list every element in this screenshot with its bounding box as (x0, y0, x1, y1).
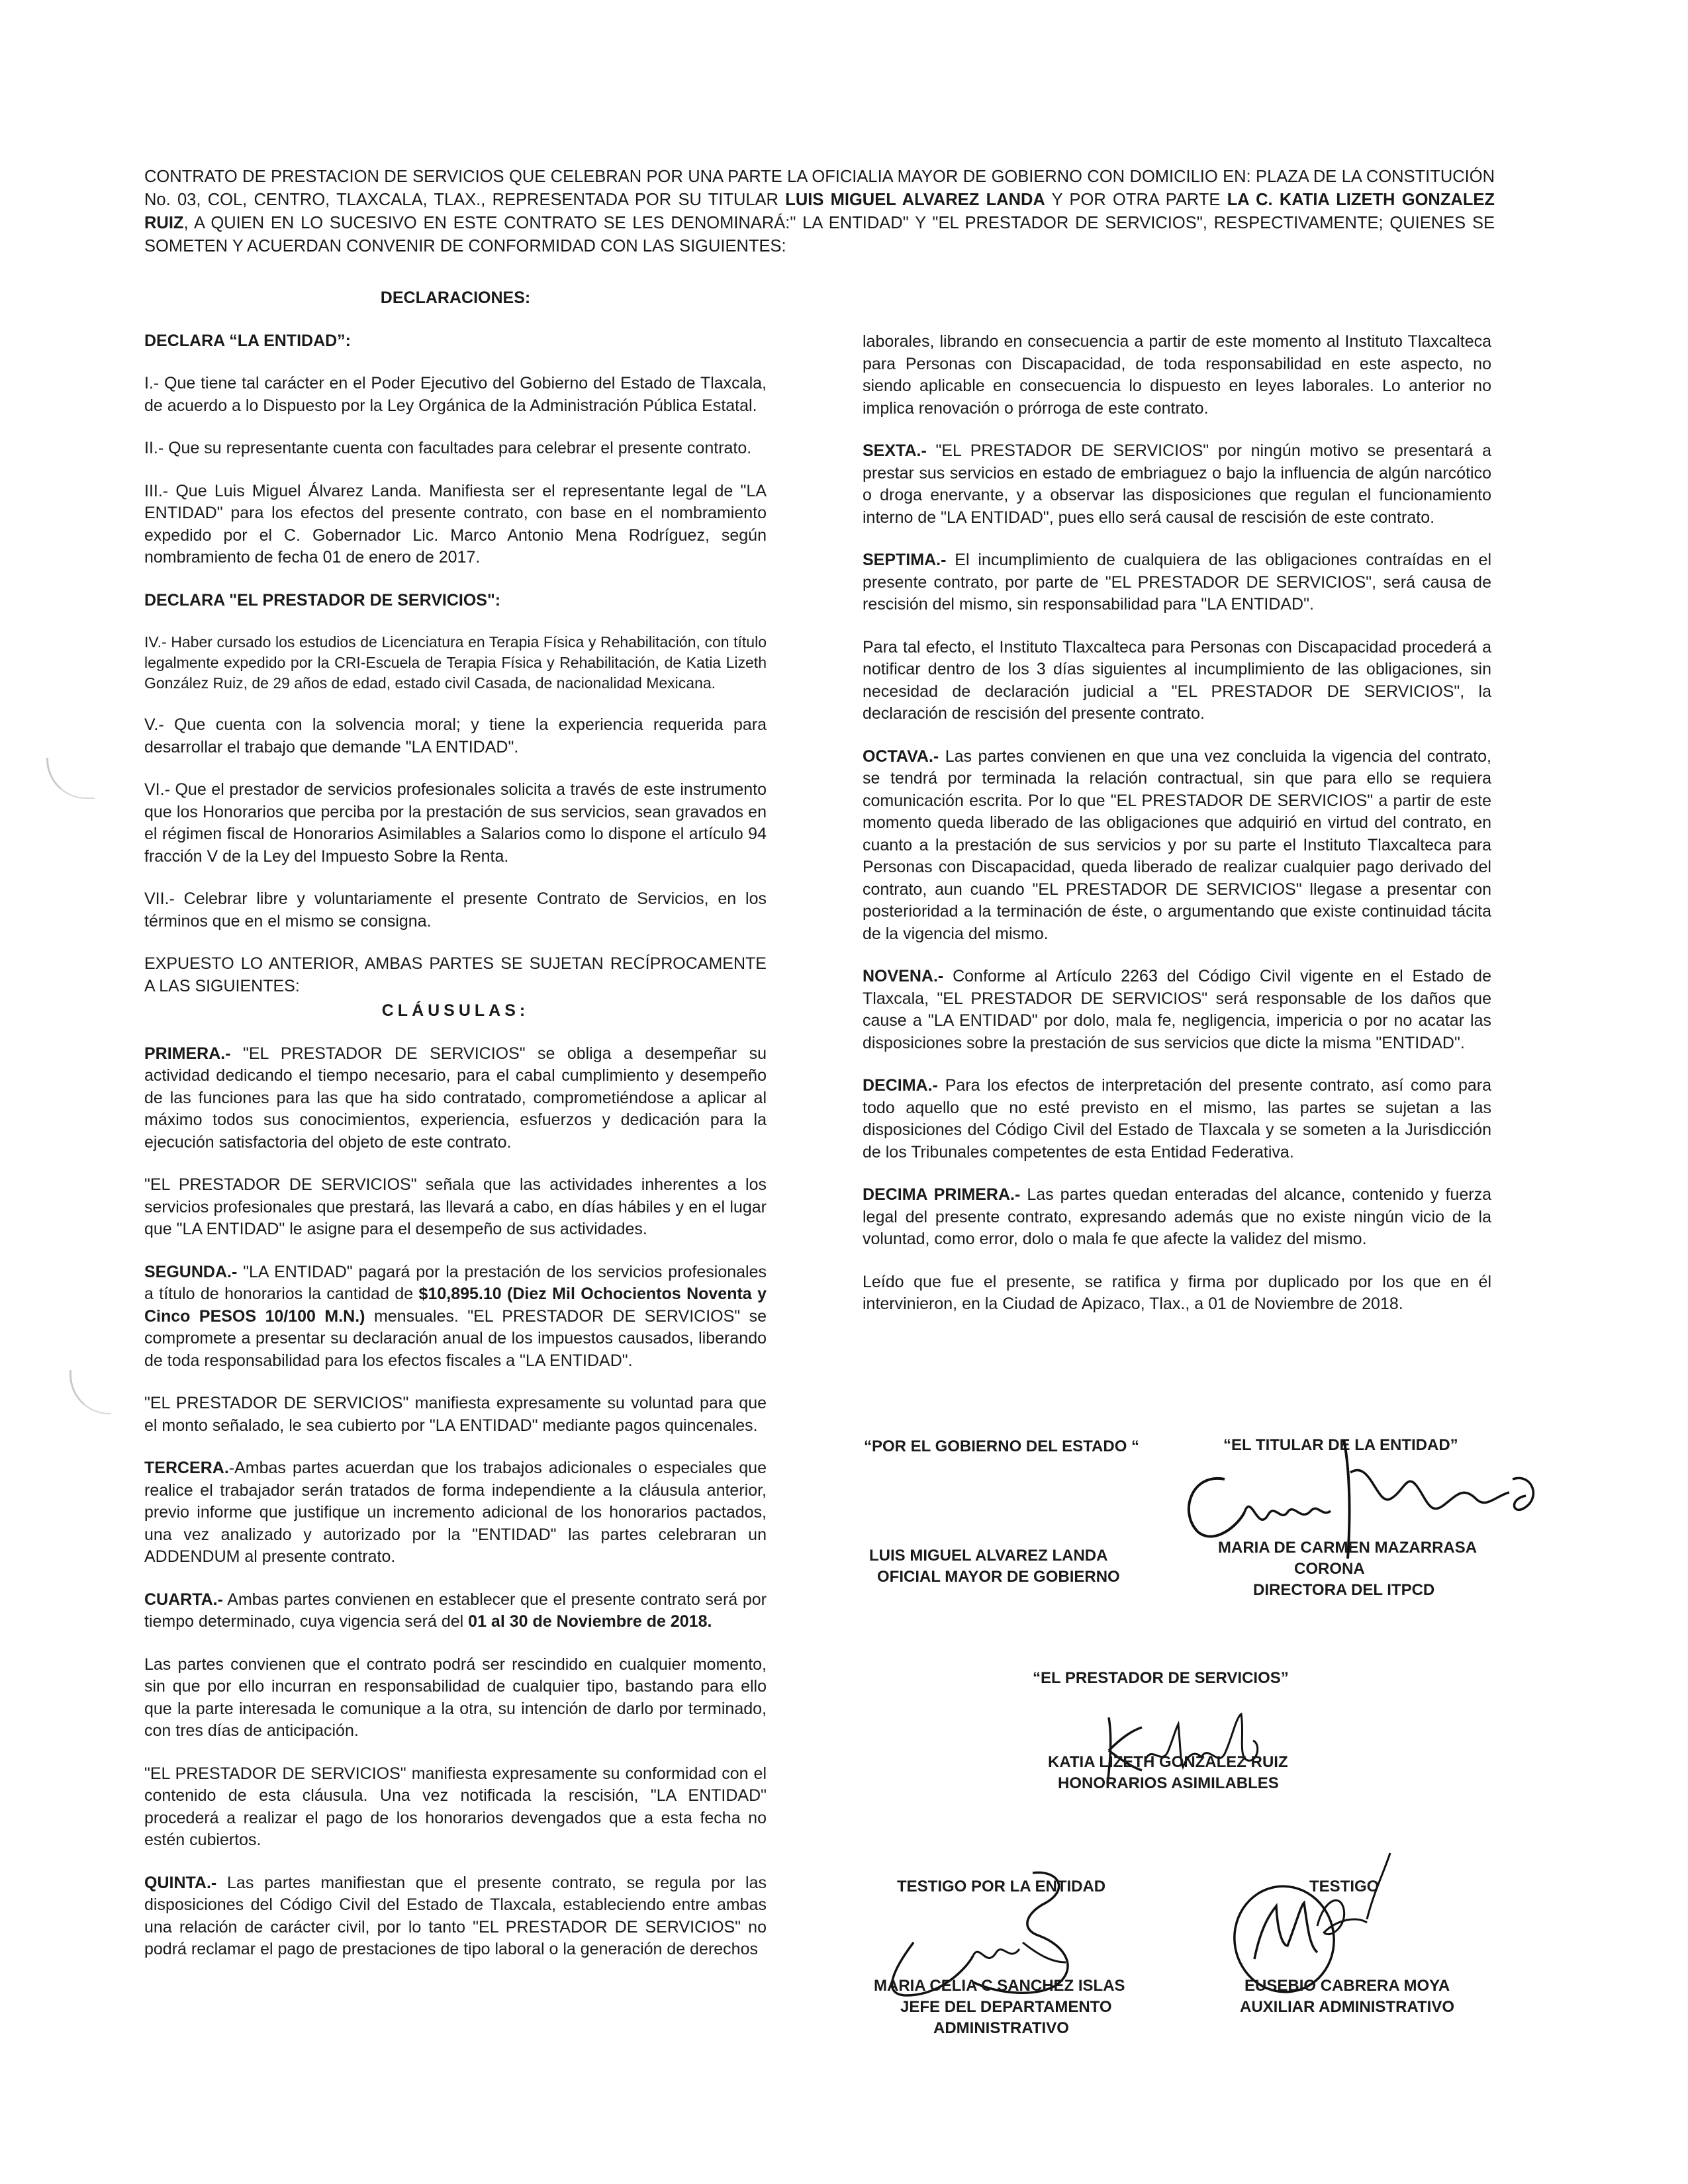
clause-septima-notification: Para tal efecto, el Instituto Tlaxcalteca para Personas con Discapacidad procederá a notificar dentro de los 3 días siguientes al incumplimiento de las obligaciones, sin necesidad de declaración judicial a "EL PRESTADOR DE SERVICIOS", la declaración de rescisión del presente contrato. (863, 637, 1491, 723)
expuesto-paragraph: EXPUESTO LO ANTERIOR, AMBAS PARTES SE SUJETAN RECÍPROCAMENTE A LAS SIGUIENTES: (144, 954, 767, 995)
clause-octava-text: Las partes convienen en que una vez concluida la vigencia del contrato, se tendrá por terminada la relación contractual, sin que para ello se requiera comunicación escrita. Por lo que "EL PRESTADOR DE SERVICIOS" a partir de este momento queda liberado de las obligaciones que adquirió en virtud del contrato, en cuanto a la prestación de sus servicios y por su parte el Instituto Tlaxcalteca para Personas con Discapacidad, queda liberado de realizar cualquier pago derivado del contrato, aun cuando "EL PRESTADOR DE SERVICIOS" llegase a presentar con posterioridad a la terminación de éste, o argumentando que existe continuidad tácita de la vigencia del mismo. (863, 747, 1491, 943)
clause-cuarta-label: CUARTA.- (144, 1590, 223, 1609)
prestador-header: “EL PRESTADOR DE SERVICIOS” (1033, 1669, 1289, 1687)
clausulas-heading: CLÁUSULAS: (381, 1001, 530, 1020)
clause-septima (863, 549, 1491, 616)
declara-prestador-heading: DECLARA "EL PRESTADOR DE SERVICIOS": (144, 590, 501, 610)
declaration-i: I.- Que tiene tal carácter en el Poder Ejecutivo del Gobierno del Estado de Tlaxcala, de acuerdo a lo Dispuesto por la Ley Orgánica de la Administración Pública Estatal. (144, 374, 767, 415)
celia-name: MARIA CELIA C SANCHEZ ISLAS (874, 1977, 1125, 1995)
declaraciones-title: DECLARACIONES: (380, 289, 531, 307)
luis-title: OFICIAL MAYOR DE GOBIERNO (877, 1568, 1120, 1586)
eusebio-name: EUSEBIO CABRERA MOYA (1244, 1977, 1450, 1995)
punch-hole-mark-bottom (70, 1370, 111, 1414)
testigo-header: TESTIGO (1309, 1878, 1380, 1895)
declaration-iv: IV.- Haber cursado los estudios de Licenciatura en Terapia Física y Rehabilitación, con título legalmente expedido por la CRI-Escuela de Terapia Física y Rehabilitación, de Katia Lizeth González Ruiz, de 29 años de edad, estado civil Casada, de nacionalidad Mexicana. (144, 633, 767, 692)
testigo-entidad-header: TESTIGO POR LA ENTIDAD (897, 1878, 1106, 1895)
intro-representative: LUIS MIGUEL ALVAREZ LANDA (785, 191, 1045, 209)
celia-title-1: JEFE DEL DEPARTAMENTO (900, 1998, 1112, 2016)
clause-segunda-label: SEGUNDA.- (144, 1262, 238, 1281)
clause-cuarta-dates: 01 al 30 de Noviembre de 2018. (468, 1612, 712, 1631)
clause-octava (863, 746, 1491, 946)
declara-entidad-heading: DECLARA “LA ENTIDAD”: (144, 331, 352, 350)
clause-segunda-text-a: "LA ENTIDAD" pagará por la prestación de los servicios profesionales a título de honorarios la cantidad de (144, 1262, 767, 1303)
declaration-vi: VI.- Que el prestador de servicios profesionales solicita a través de este instrumento que los Honorarios que perciba por la prestación de sus servicios, sean gravados en el régimen fiscal de Honorarios Asimilables a Salarios como lo dispone el artículo 94 fracción V de la Ley del Impuesto Sobre la Renta. (144, 780, 767, 866)
maria-carmen-name-2: CORONA (1294, 1560, 1365, 1578)
maria-carmen-title: DIRECTORA DEL ITPCD (1253, 1581, 1435, 1599)
katia-name: KATIA LIZETH GONZALEZ RUIZ (1048, 1753, 1288, 1771)
clause-novena (863, 966, 1491, 1054)
clause-quinta-continued: laborales, librando en consecuencia a partir de este momento al Instituto Tlaxcalteca para Personas con Discapacidad, de toda responsabilidad en este aspecto, no siendo aplicable en consecuencia lo dispuesto en leyes laborales. Lo anterior no implica renovación o prórroga de este contrato. (863, 332, 1491, 418)
clause-primera-text: "EL PRESTADOR DE SERVICIOS" se obliga a desempeñar su actividad dedicando el tiempo necesario, para el cabal cumplimiento y desempeño de las funciones para las que ha sido contratado, comprometiéndose a aplicar al máximo todos sus conocimientos, experiencia, esfuerzos y dedicación para la ejecución satisfactoria del objeto de este contrato. (144, 1044, 767, 1152)
clause-segunda-text-b: mensuales. "EL PRESTADOR DE SERVICIOS" se compromete a presentar su declaración anual de los impuestos causados, liberando de toda responsabilidad para los efectos fiscales a "LA ENTIDAD". (144, 1306, 767, 1370)
maria-carmen-name: MARIA DE CARMEN MAZARRASA (1218, 1539, 1477, 1557)
clause-cuarta (144, 1589, 767, 1633)
clause-quinta (144, 1872, 767, 1961)
punch-hole-mark-top (46, 758, 95, 799)
intro-text-a: CONTRATO DE PRESTACION DE SERVICIOS QUE CELEBRAN POR UNA PARTE LA OFICIALIA MAYOR DE GOBIERNO CON DOMICILIO EN: PLAZA DE LA CONSTITUCIÓN No. 03, COL, CENTRO, TLAXCALA, TLAX., REPRESENTADA POR SU TITULAR (144, 167, 1495, 209)
clause-quinta-text: Las partes manifiestan que el presente contrato, se regula por las disposiciones del Código Civil del Estado de Tlaxcala, estableciendo entre ambas una relación de carácter civil, por lo tanto "EL PRESTADOR DE SERVICIOS" no podrá reclamar el pago de prestaciones de tipo laboral o la generación de derechos (144, 1873, 767, 1958)
clause-cuarta-conformity: "EL PRESTADOR DE SERVICIOS" manifiesta expresamente su conformidad con el contenido de esta cláusula. Una vez notificada la rescisión, "LA ENTIDAD" procederá a realizar el pago de los honorarios devengados que a esta fecha no estén cubiertos. (144, 1764, 767, 1849)
clause-primera-activities: "EL PRESTADOR DE SERVICIOS" señala que las actividades inherentes a los servicios profesionales que prestará, las llevará a cabo, en días hábiles y en el lugar que "LA ENTIDAD" le asigne para el desempeño de sus actividades. (144, 1175, 767, 1238)
closing-paragraph: Leído que fue el presente, se ratifica y firma por duplicado por los que en él intervinieron, en la Ciudad de Apizaco, Tlax., a 01 de Noviembre de 2018. (863, 1272, 1491, 1313)
clause-primera-label: PRIMERA.- (144, 1044, 231, 1063)
clause-septima-text: El incumplimiento de cualquiera de las obligaciones contraídas en el presente contrato, por parte de "EL PRESTADOR DE SERVICIOS", será causa de rescisión del mismo, sin responsabilidad para "LA ENTIDAD". (863, 551, 1491, 614)
contract-intro (144, 165, 1495, 258)
clause-decima-primera-text: Las partes quedan enteradas del alcance, contenido y fuerza legal del presente contrato, expresando además que no existe ningún vicio de la voluntad, como error, dolo o mala fe que afecte la validez del mismo. (863, 1185, 1491, 1248)
declaration-v: V.- Que cuenta con la solvencia moral; y tiene la experiencia requerida para desarrollar el trabajo que demande "LA ENTIDAD". (144, 715, 767, 756)
clause-cuarta-text: Ambas partes convienen en establecer que el presente contrato será por tiempo determinado, cuya vigencia será del (144, 1590, 767, 1631)
clause-decima-primera-label: DECIMA PRIMERA.- (863, 1185, 1021, 1204)
clause-novena-label: NOVENA.- (863, 967, 944, 985)
luis-name: LUIS MIGUEL ALVAREZ LANDA (869, 1547, 1108, 1565)
intro-provider: LA C. KATIA LIZETH GONZALEZ RUIZ (144, 191, 1495, 232)
clause-segunda-amount: $10,895.10 (Diez Mil Ochocientos Noventa y Cinco PESOS 10/100 M.N.) (144, 1285, 767, 1326)
clause-sexta-label: SEXTA.- (863, 441, 927, 460)
clause-cuarta-rescission: Las partes convienen que el contrato podrá ser rescindido en cualquier momento, sin que por ello incurran en responsabilidad de cualquier tipo, bastando para ello que la parte interesada le comunique a la otra, su intención de darlo por terminado, con tres días de anticipación. (144, 1655, 767, 1740)
celia-title-2: ADMINISTRATIVO (933, 2019, 1069, 2037)
katia-title: HONORARIOS ASIMILABLES (1058, 1774, 1279, 1792)
clause-novena-text: Conforme al Artículo 2263 del Código Civil vigente en el Estado de Tlaxcala, "EL PRESTADOR DE SERVICIOS" será responsable de los daños que cause a "LA ENTIDAD" por dolo, mala fe, negligencia, impericia o por no acatar las disposiciones sobre la prestación de sus servicios que dicte la misma "ENTIDAD". (863, 967, 1491, 1052)
titular-header: “EL TITULAR DE LA ENTIDAD” (1223, 1436, 1458, 1454)
declaration-iii: III.- Que Luis Miguel Álvarez Landa. Manifiesta ser el representante legal de "LA ENTIDAD" para los efectos del presente contrato, con base en el nombramiento expedido por el C. Gobernador Lic. Marco Antonio Mena Rodríguez, según nombramiento de fecha 01 de enero de 2017. (144, 481, 767, 567)
clause-segunda (144, 1261, 767, 1373)
clause-tercera-label: TERCERA. (144, 1459, 229, 1477)
intro-text-b: Y POR OTRA PARTE (1045, 191, 1227, 209)
declaration-ii: II.- Que su representante cuenta con facultades para celebrar el presente contrato. (144, 439, 752, 457)
declaration-vii: VII.- Celebrar libre y voluntariamente el presente Contrato de Servicios, en los términos que en el mismo se consigna. (144, 889, 767, 931)
clause-tercera (144, 1457, 767, 1569)
right-column (863, 331, 1491, 1336)
intro-text-c: , A QUIEN EN LO SUCESIVO EN ESTE CONTRATO SE LES DENOMINARÁ:" LA ENTIDAD" Y "EL PRESTADOR DE SERVICIOS", RESPECTIVAMENTE; QUIENES SE SOMETEN Y ACUERDAN CONVENIR DE CONFORMIDAD CON LAS SIGUIENTES: (144, 214, 1495, 255)
clause-octava-label: OCTAVA.- (863, 747, 939, 766)
clause-septima-label: SEPTIMA.- (863, 551, 947, 569)
clause-sexta (863, 440, 1491, 529)
clause-sexta-text: "EL PRESTADOR DE SERVICIOS" por ningún motivo se presentará a prestar sus servicios en estado de embriaguez o bajo la influencia de algún narcótico o droga enervante, y a observar las disposiciones que regulan el funcionamiento interno de "LA ENTIDAD", pues ello será causal de rescisión de este contrato. (863, 441, 1491, 527)
clause-segunda-payments: "EL PRESTADOR DE SERVICIOS" manifiesta expresamente su voluntad para que el monto señalado, le sea cubierto por "LA ENTIDAD" mediante pagos quincenales. (144, 1394, 767, 1435)
clause-decima (863, 1075, 1491, 1163)
eusebio-title: AUXILIAR ADMINISTRATIVO (1240, 1998, 1454, 2016)
clause-decima-primera (863, 1184, 1491, 1251)
clause-quinta-label: QUINTA.- (144, 1873, 217, 1892)
clause-decima-text: Para los efectos de interpretación del presente contrato, así como para todo aquello que no esté previsto en el mismo, las partes se sujetan a las disposiciones del Código Civil del Estado de Tlaxcala y se someten a la Jurisdicción de los Tribunales competentes de esta Entidad Federativa. (863, 1076, 1491, 1161)
gobierno-header: “POR EL GOBIERNO DEL ESTADO “ (864, 1437, 1140, 1455)
clause-decima-label: DECIMA.- (863, 1076, 938, 1095)
clause-primera (144, 1043, 767, 1154)
left-column (144, 287, 767, 1981)
clause-tercera-text: -Ambas partes acuerdan que los trabajos adicionales o especiales que realice el trabajador serán tratados de forma independiente a la cláusula anterior, previo informe que justifique un incremento adicional de los honorarios pactados, una vez analizado y autorizado por la "ENTIDAD" las partes celebraran un ADDENDUM al presente contrato. (144, 1459, 767, 1566)
